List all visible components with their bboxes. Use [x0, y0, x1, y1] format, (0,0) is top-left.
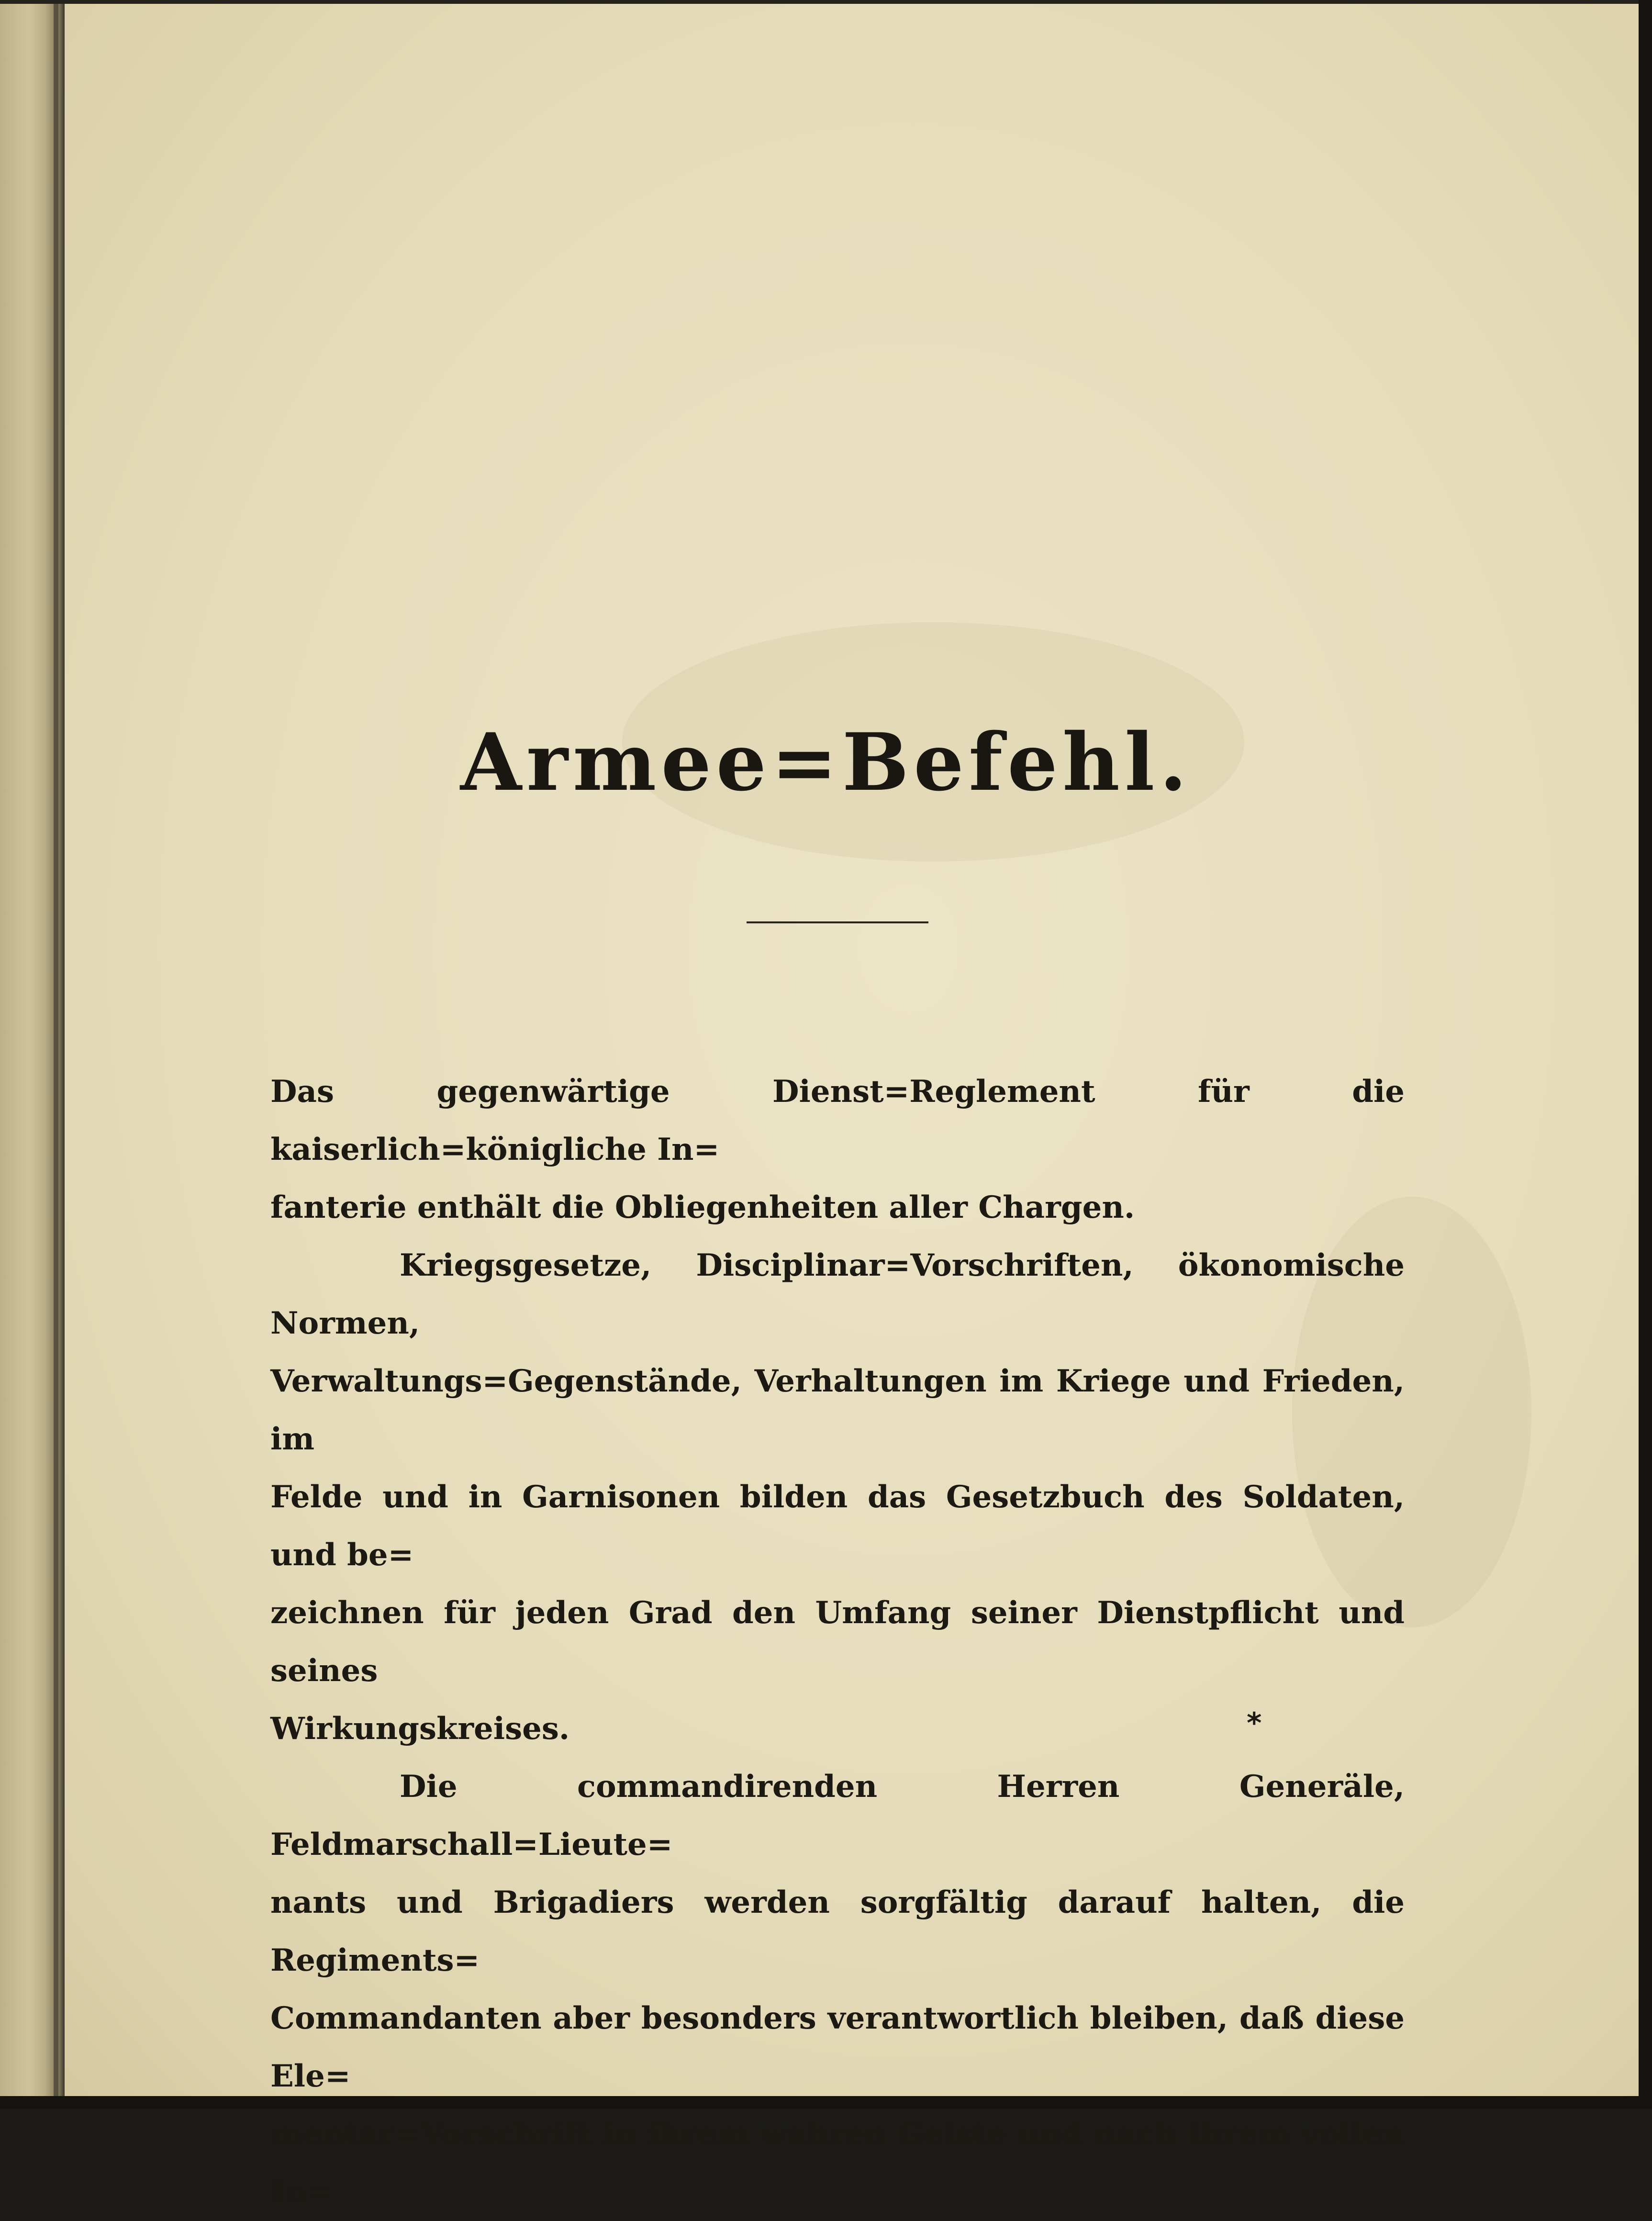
text-line: Commandanten aber besonders verantwortlich bleiben, daß diese Ele= [270, 2000, 1405, 2094]
scan-frame-right [1639, 0, 1652, 2109]
paragraph-3 [270, 1758, 1405, 2221]
text-line: fanterie enthält die Obliegenheiten aller Chargen. [270, 1189, 1135, 1225]
body-text [270, 1063, 1405, 2221]
text-line: zeichnen für jeden Grad den Umfang seiner Dienstpflicht und seines [270, 1595, 1405, 1689]
text-line: mentar=Vorschrift in ihrem wahren Geiste und nach ihrem vollen In= [270, 2116, 1405, 2210]
paragraph-2 [270, 1236, 1405, 1758]
text-line: Kriegsgesetze, Disciplinar=Vorschriften, ökonomische Normen, [270, 1247, 1405, 1341]
signature-mark: * [1247, 1706, 1262, 1740]
text-line: Wirkungskreises. [270, 1711, 570, 1747]
paragraph-1 [270, 1063, 1405, 1236]
title-divider [747, 921, 928, 923]
text-line: Die commandirenden Herren Generäle, Feldmarschall=Lieute= [270, 1769, 1405, 1862]
text-line: Das gegenwärtige Dienst=Reglement für die kaiserlich=königliche In= [270, 1074, 1405, 1167]
text-line: nants und Brigadiers werden sorgfältig darauf halten, die Regiments= [270, 1884, 1405, 1978]
text-line: Felde und in Garnisonen bilden das Gesetzbuch des Soldaten, und be= [270, 1479, 1405, 1573]
text-line: Verwaltungs=Gegenstände, Verhaltungen im Kriege und Frieden, im [270, 1363, 1405, 1457]
binding-edge [54, 0, 58, 2109]
page-title: Armee=Befehl. [460, 716, 1192, 808]
scan-frame-top [0, 0, 1652, 4]
